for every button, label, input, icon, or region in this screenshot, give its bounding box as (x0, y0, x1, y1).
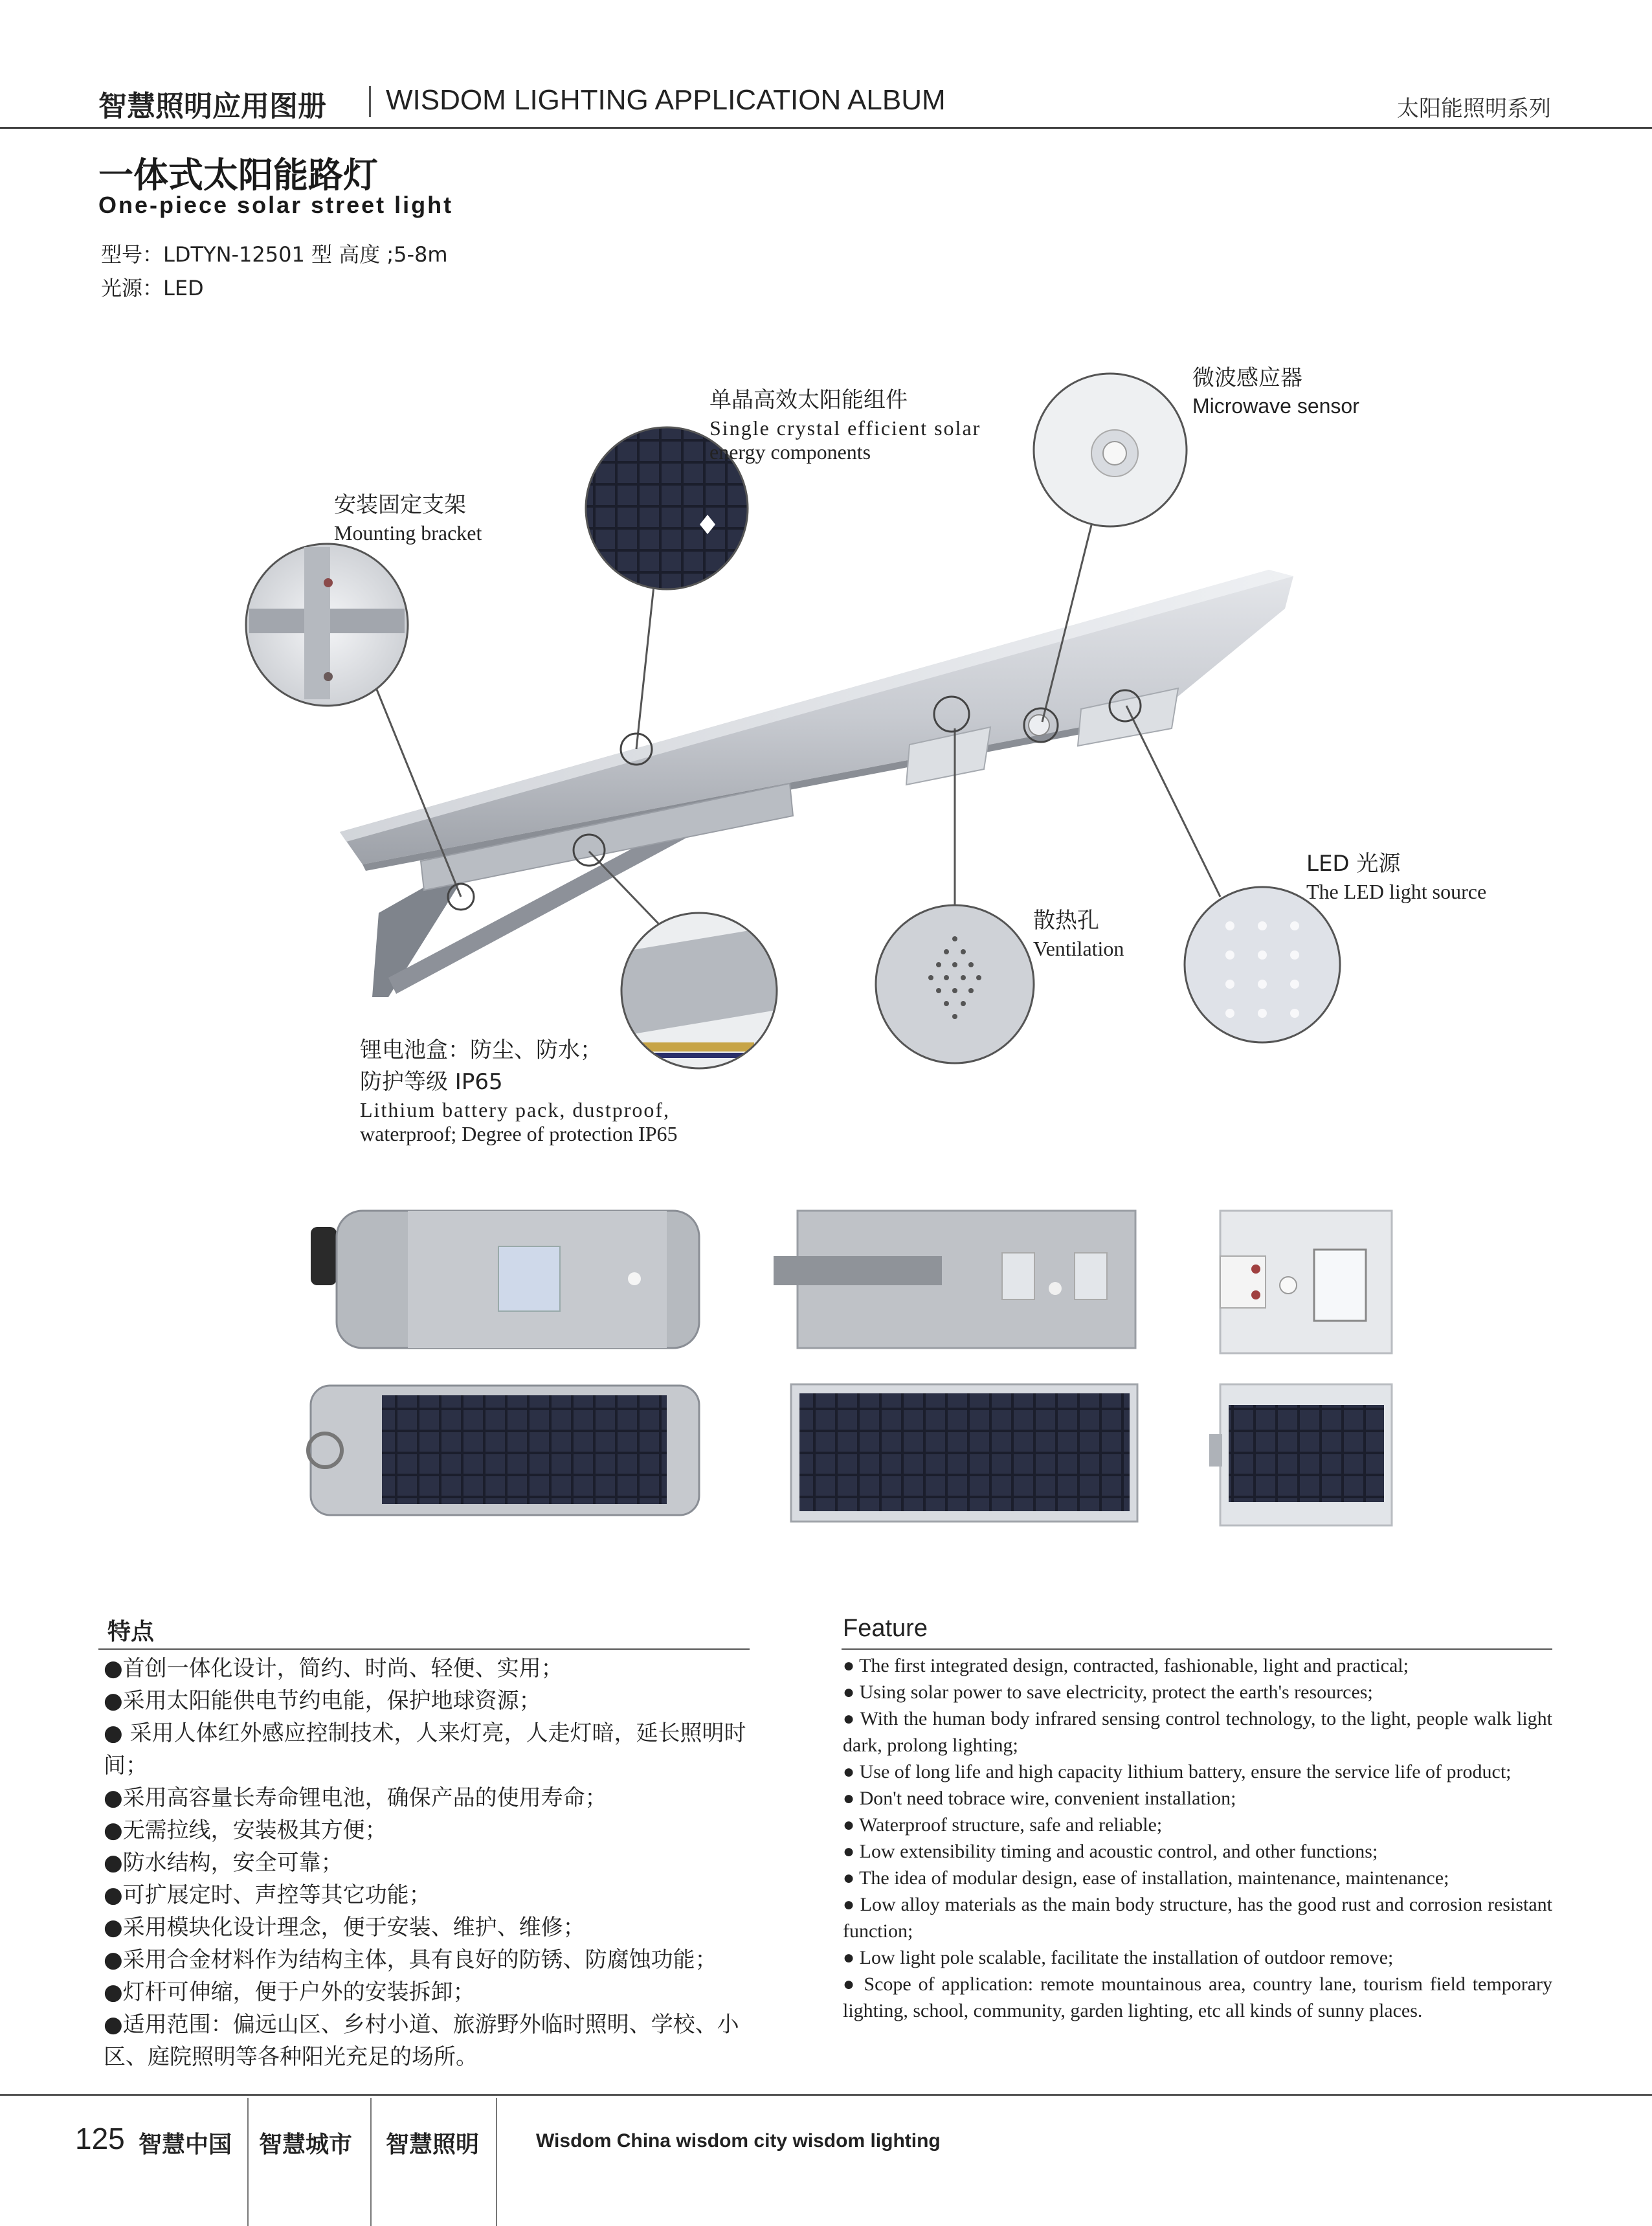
view-large-bottom (311, 1211, 699, 1348)
callout-solar-en1: Single crystal efficient solar (709, 416, 981, 440)
header-rule (0, 127, 1652, 129)
callout-battery-en2: waterproof; Degree of protection IP65 (360, 1122, 678, 1145)
callout-bracket-en: Mounting bracket (334, 521, 482, 545)
feature-cn-item: ●采用合金材料作为结构主体，具有良好的防锈、防腐蚀功能； (104, 1947, 717, 1973)
callout-solar (709, 382, 981, 464)
callout-vent-cn: 散热孔 (1033, 908, 1099, 934)
callout-sensor-cn: 微波感应器 (1192, 365, 1302, 391)
footer-divider (496, 2098, 497, 2226)
callout-led-en: The LED light source (1306, 880, 1487, 903)
features-en-rule (842, 1648, 1552, 1650)
footer-tagline-en: Wisdom China wisdom city wisdom lighting (536, 2130, 941, 2152)
ventilation-detail-circle (876, 905, 1034, 1063)
callout-solar-cn: 单晶高效太阳能组件 (709, 387, 908, 413)
feature-cn-item: ●采用太阳能供电节约电能，保护地球资源； (104, 1688, 541, 1714)
feature-cn-item: ●无需拉线，安装极其方便； (104, 1817, 387, 1843)
feature-en-item: ● Don't need tobrace wire, convenient installation; (843, 1788, 1236, 1809)
led-detail-circle (1185, 887, 1340, 1042)
callout-solar-en2: energy components (709, 440, 871, 464)
feature-en-item: ● The idea of modular design, ease of installation, maintenance, maintenance; (843, 1867, 1449, 1889)
feature-cn-item: ●采用高容量长寿命锂电池，确保产品的使用寿命； (104, 1785, 607, 1811)
callout-led (1306, 846, 1486, 904)
product-diagram (0, 350, 1652, 1165)
product-views (0, 1198, 1652, 1541)
feature-en-item: ● Low extensibility timing and acoustic control, and other functions; (843, 1841, 1378, 1862)
callout-bracket (334, 487, 482, 545)
callout-battery-cn2: 防护等级 IP65 (360, 1069, 503, 1095)
footer-tagline-2: 智慧城市 (259, 2131, 353, 2158)
callout-vent-en: Ventilation (1033, 937, 1124, 960)
product-light-source: 光源：LED (101, 276, 204, 300)
lamp-body (340, 570, 1293, 890)
sensor-detail-circle (1034, 374, 1187, 526)
header-album-title-cn: 智慧照明应用图册 (98, 90, 326, 123)
features-en-heading: Feature (843, 1615, 928, 1642)
header-series-name: 太阳能照明系列 (1397, 96, 1551, 122)
callout-sensor-en: Microwave sensor (1192, 394, 1359, 418)
footer-tagline-3: 智慧照明 (386, 2131, 480, 2158)
header-separator (369, 86, 371, 117)
footer-divider (370, 2098, 372, 2226)
feature-en-item: ● The first integrated design, contracted, fashionable, light and practical; (843, 1655, 1409, 1676)
feature-en-item: ● Low light pole scalable, facilitate the installation of outdoor remove; (843, 1947, 1394, 1968)
callout-led-cn: LED 光源 (1306, 851, 1401, 877)
callout-sensor (1192, 360, 1359, 418)
callout-battery (360, 1032, 677, 1146)
feature-cn-item: ● 采用人体红外感应控制技术，人来灯亮，人走灯暗，延长照明时间； (104, 1720, 746, 1779)
features-cn-list (104, 1652, 751, 2073)
feature-cn-item: ●适用范围：偏远山区、乡村小道、旅游野外临时照明、学校、小区、庭院照明等各种阳光充足的场所。 (104, 2012, 739, 2070)
callout-bracket-cn: 安装固定支架 (334, 492, 466, 518)
view-medium-solar (791, 1384, 1137, 1522)
feature-en-item: ● Low alloy materials as the main body structure, has the good rust and corrosion resistant function; (843, 1894, 1552, 1942)
callout-battery-en1: Lithium battery pack, dustproof, (360, 1098, 671, 1121)
features-cn-heading: 特点 (107, 1619, 155, 1645)
feature-cn-item: ●首创一体化设计，简约、时尚、轻便、实用； (104, 1656, 563, 1681)
bracket-detail-circle (246, 544, 408, 706)
callout-battery-cn1: 锂电池盒：防尘、防水； (360, 1037, 602, 1063)
features-en-list (843, 1652, 1552, 2024)
view-small-solar (1209, 1384, 1392, 1525)
view-small-bottom (1220, 1211, 1392, 1353)
feature-cn-item: ●可扩展定时、声控等其它功能； (104, 1882, 431, 1908)
product-title-en: One-piece solar street light (98, 192, 454, 218)
feature-en-item: ● Waterproof structure, safe and reliable; (843, 1814, 1163, 1836)
callout-vent (1033, 903, 1124, 961)
view-large-solar (308, 1386, 699, 1515)
feature-en-item: ● Use of long life and high capacity lithium battery, ensure the service life of product; (843, 1761, 1512, 1782)
product-model-line: 型号：LDTYN-12501 型 高度 ;5-8m (101, 242, 448, 267)
feature-en-item: ● With the human body infrared sensing control technology, to the light, people walk light dark, prolong lighting; (843, 1708, 1552, 1756)
view-medium-bottom (774, 1211, 1135, 1348)
footer-rule (0, 2094, 1652, 2096)
feature-cn-item: ●采用模块化设计理念，便于安装、维护、维修； (104, 1915, 585, 1940)
feature-en-item: ● Scope of application: remote mountainous area, country lane, tourism field temporary lighting, school, community, garden lighting, etc all kinds of sunny places. (843, 1973, 1552, 2021)
feature-en-item: ● Using solar power to save electricity, protect the earth's resources; (843, 1681, 1373, 1703)
page-number: 125 (75, 2122, 125, 2155)
feature-cn-item: ●防水结构，安全可靠； (104, 1850, 343, 1876)
footer-divider (247, 2098, 249, 2226)
footer-tagline-1: 智慧中国 (139, 2131, 232, 2158)
feature-cn-item: ●灯杆可伸缩，便于户外的安装拆卸； (104, 1979, 475, 2005)
product-title-cn: 一体式太阳能路灯 (98, 155, 378, 196)
features-cn-rule (98, 1648, 750, 1650)
header-album-title-en: WISDOM LIGHTING APPLICATION ALBUM (386, 84, 946, 116)
